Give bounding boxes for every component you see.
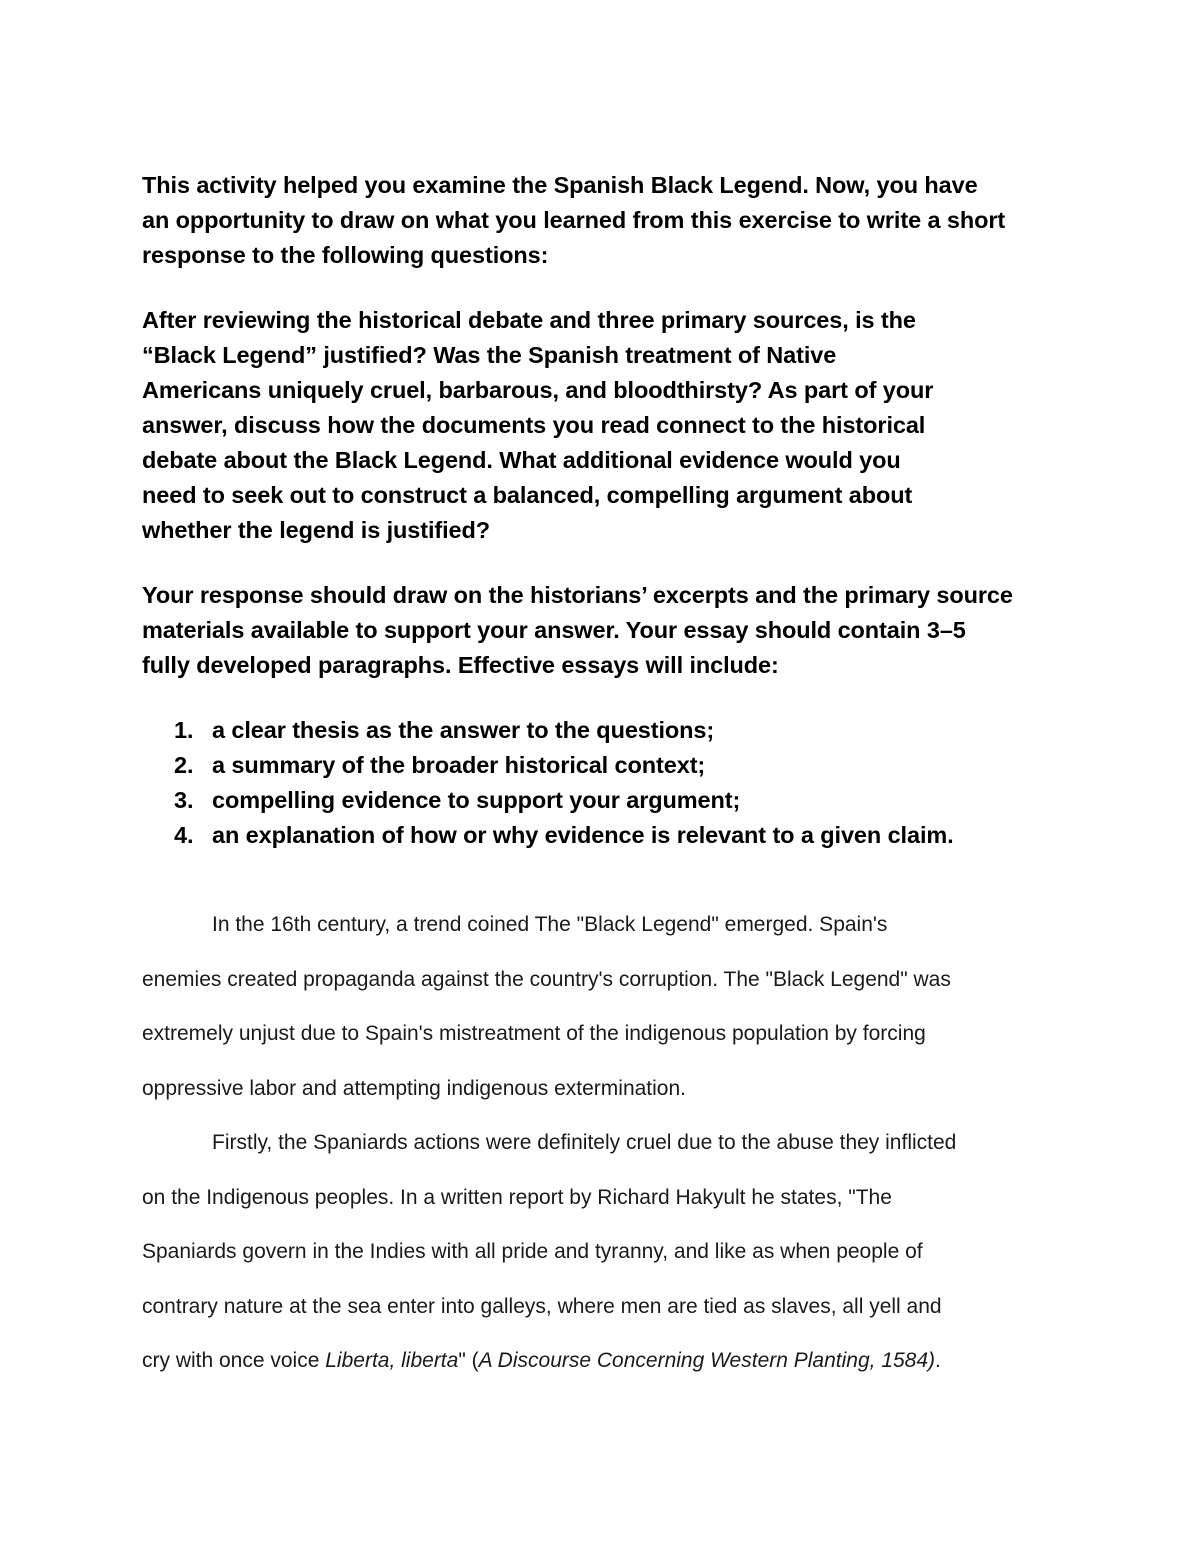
sentence-end: . [935, 1349, 941, 1372]
essay-body [142, 898, 1062, 1389]
list-text: an explanation of how or why evidence is relevant to a given claim. [212, 822, 954, 848]
question-line: debate about the Black Legend. What additional evidence would you [142, 447, 901, 473]
essay-line-lead: cry with once voice [142, 1349, 326, 1372]
essay-line: on the Indigenous peoples. In a written report by Richard Hakyult he states, "The [142, 1185, 892, 1209]
citation-italic: A Discourse Concerning Western Planting, 1584) [478, 1349, 936, 1372]
essay-line: contrary nature at the sea enter into galleys, where men are tied as slaves, all yell and [142, 1294, 942, 1318]
intro-line: response to the following questions: [142, 242, 549, 268]
quote-italic: Liberta, liberta [325, 1349, 459, 1372]
essay-line: extremely unjust due to Spain's mistreatment of the indigenous population by forcing [142, 1022, 926, 1045]
essay-line: Firstly, the Spaniards actions were definitely cruel due to the abuse they inflicted [212, 1131, 957, 1154]
essay-line: In the 16th century, a trend coined The "Black Legend" emerged. Spain's [212, 913, 888, 936]
list-item [142, 818, 1072, 853]
essay-paragraph-1 [142, 898, 1062, 1116]
list-item [142, 748, 1072, 783]
essay-line: Spaniards govern in the Indies with all pride and tyranny, and like as when people of [142, 1240, 923, 1263]
assignment-prompt [142, 168, 1072, 853]
question-line: Americans uniquely cruel, barbarous, and bloodthirsty? As part of your [142, 377, 934, 403]
question-line: whether the legend is justified? [142, 517, 491, 543]
list-number: 2. [174, 752, 194, 778]
requirement-line: Your response should draw on the historians’ excerpts and the primary source [142, 582, 1013, 608]
quote-close: " ( [458, 1349, 479, 1372]
question-line: need to seek out to construct a balanced, compelling argument about [142, 482, 913, 508]
list-item [142, 713, 1072, 748]
list-number: 3. [174, 787, 194, 813]
list-text: a summary of the broader historical context; [212, 752, 706, 778]
requirement-line: fully developed paragraphs. Effective essays will include: [142, 652, 779, 678]
intro-line: an opportunity to draw on what you learned from this exercise to write a short [142, 207, 1006, 233]
prompt-requirements [142, 578, 1072, 683]
essay-line: enemies created propaganda against the country's corruption. The "Black Legend" was [142, 967, 951, 991]
list-number: 1. [174, 717, 194, 743]
prompt-questions [142, 303, 1072, 548]
requirement-line: materials available to support your answer. Your essay should contain 3–5 [142, 617, 966, 643]
question-line: After reviewing the historical debate and three primary sources, is the [142, 307, 916, 333]
requirements-list [142, 713, 1072, 853]
essay-line: oppressive labor and attempting indigenous extermination. [142, 1076, 687, 1100]
intro-line: This activity helped you examine the Spanish Black Legend. Now, you have [142, 172, 978, 198]
prompt-intro [142, 168, 1072, 273]
list-text: a clear thesis as the answer to the questions; [212, 717, 715, 743]
list-text: compelling evidence to support your argument; [212, 787, 741, 813]
essay-paragraph-2 [142, 1116, 1062, 1389]
question-line: answer, discuss how the documents you read connect to the historical [142, 412, 926, 438]
list-number: 4. [174, 822, 194, 848]
question-line: “Black Legend” justified? Was the Spanish treatment of Native [142, 342, 837, 368]
list-item [142, 783, 1072, 818]
